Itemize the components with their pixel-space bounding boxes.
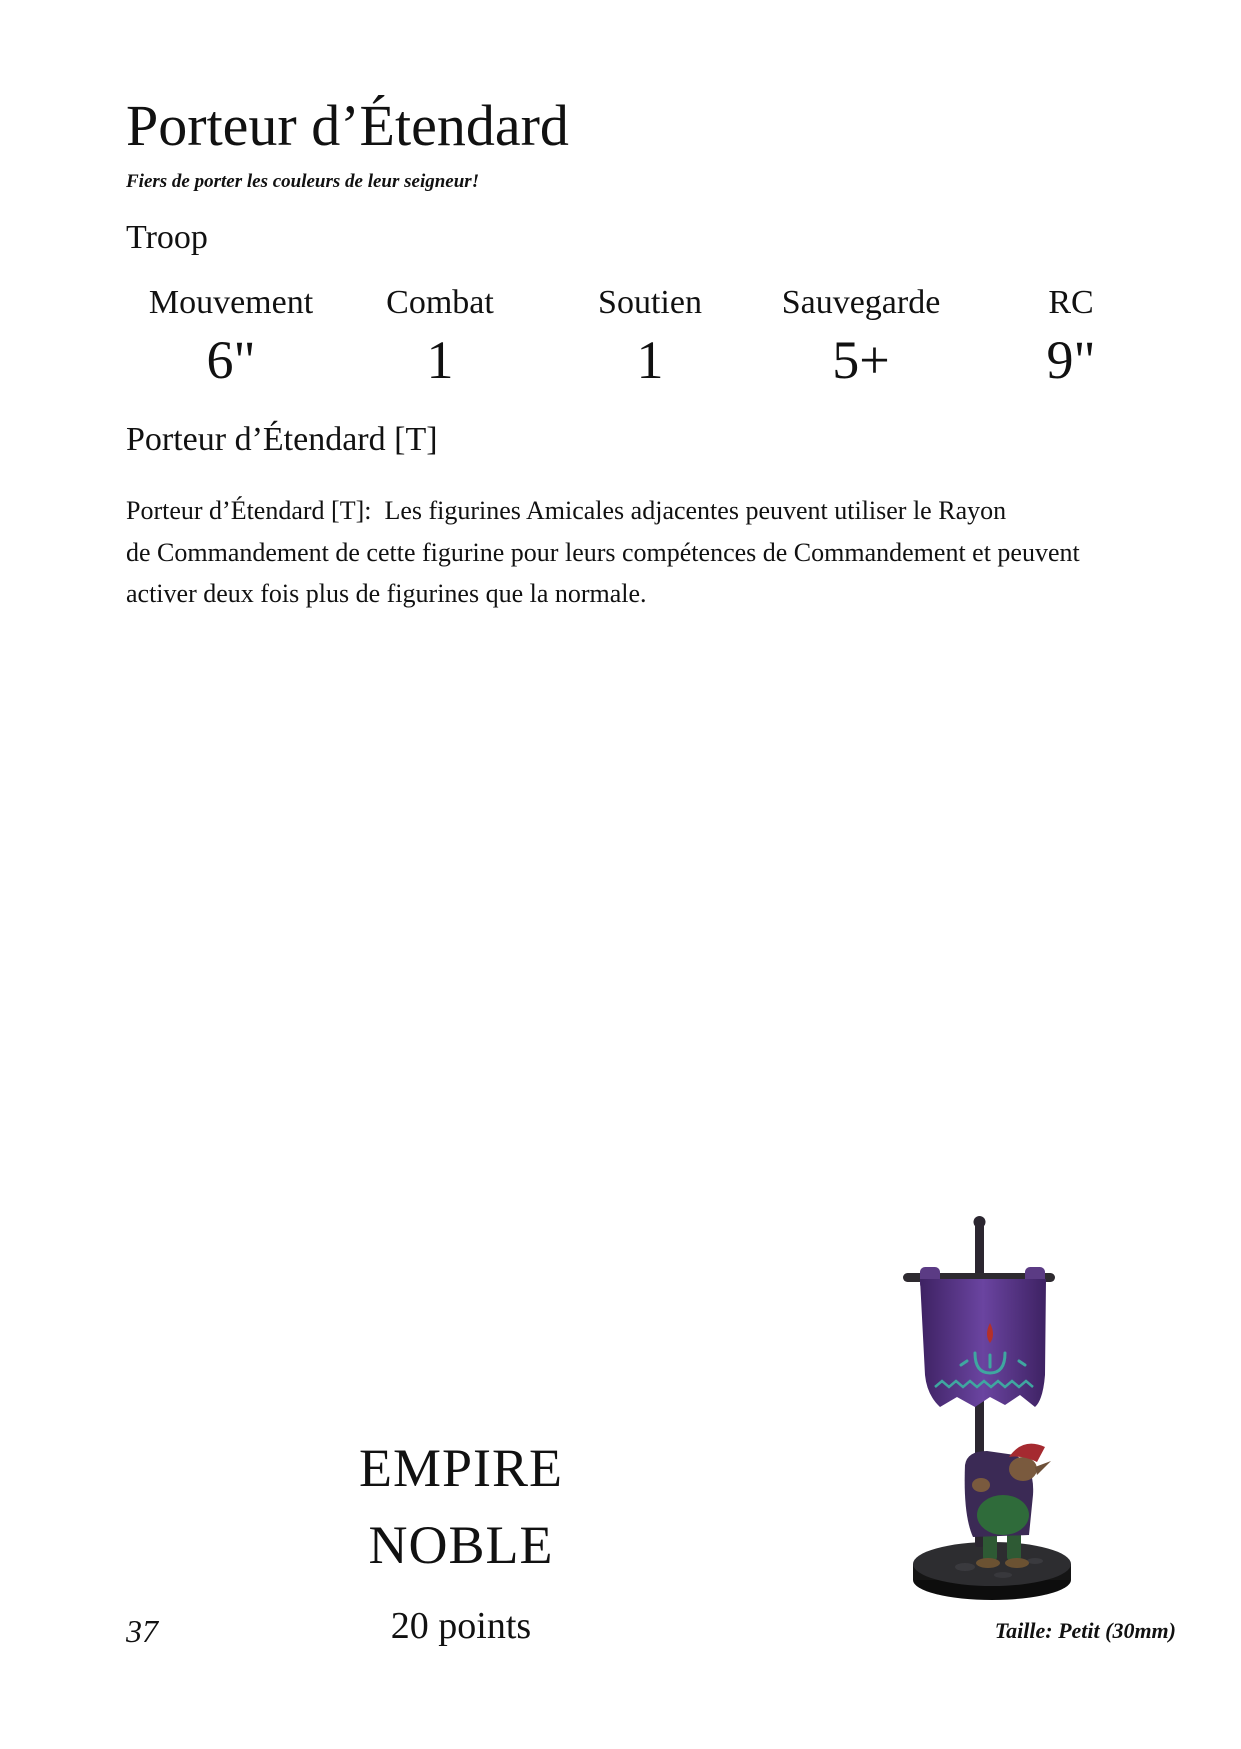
stat-label: Combat — [386, 284, 494, 321]
ability-line: activer deux fois plus de figurines que la normale. — [126, 579, 647, 608]
model-size: Taille: Petit (30mm) — [994, 1618, 1176, 1643]
unit-type: Troop — [126, 219, 208, 256]
stat-label: Soutien — [598, 284, 702, 321]
stat-label: Mouvement — [148, 284, 314, 321]
figure-head — [1009, 1457, 1051, 1481]
ability-description — [126, 490, 1080, 615]
stat-value: 5+ — [832, 330, 890, 390]
ability-heading: Porteur d’Étendard [T] — [126, 421, 438, 458]
page-title: Porteur d’Étendard — [126, 93, 569, 158]
ability-line: Porteur d’Étendard [T]: Les figurines Amicales adjacentes peuvent utiliser le Rayon — [126, 496, 1007, 525]
faction-line-1: EMPIRE — [358, 1438, 564, 1498]
stat-value: 9" — [1046, 330, 1096, 390]
banner-cloth — [920, 1267, 1046, 1407]
miniature-image — [895, 1215, 1085, 1600]
faction-line-2: NOBLE — [368, 1515, 554, 1575]
flavor-subtitle: Fiers de porter les couleurs de leur seigneur! — [126, 171, 480, 192]
stat-value: 1 — [636, 330, 664, 390]
stat-value: 1 — [426, 330, 454, 390]
points-cost: 20 points — [390, 1605, 532, 1647]
ability-line: de Commandement de cette figurine pour leurs compétences de Commandement et peuvent — [126, 537, 1080, 567]
page-number: 37 — [126, 1613, 158, 1649]
stat-label: Sauvegarde — [781, 284, 941, 321]
stat-value: 6" — [206, 330, 256, 390]
stat-label: RC — [1048, 284, 1094, 321]
